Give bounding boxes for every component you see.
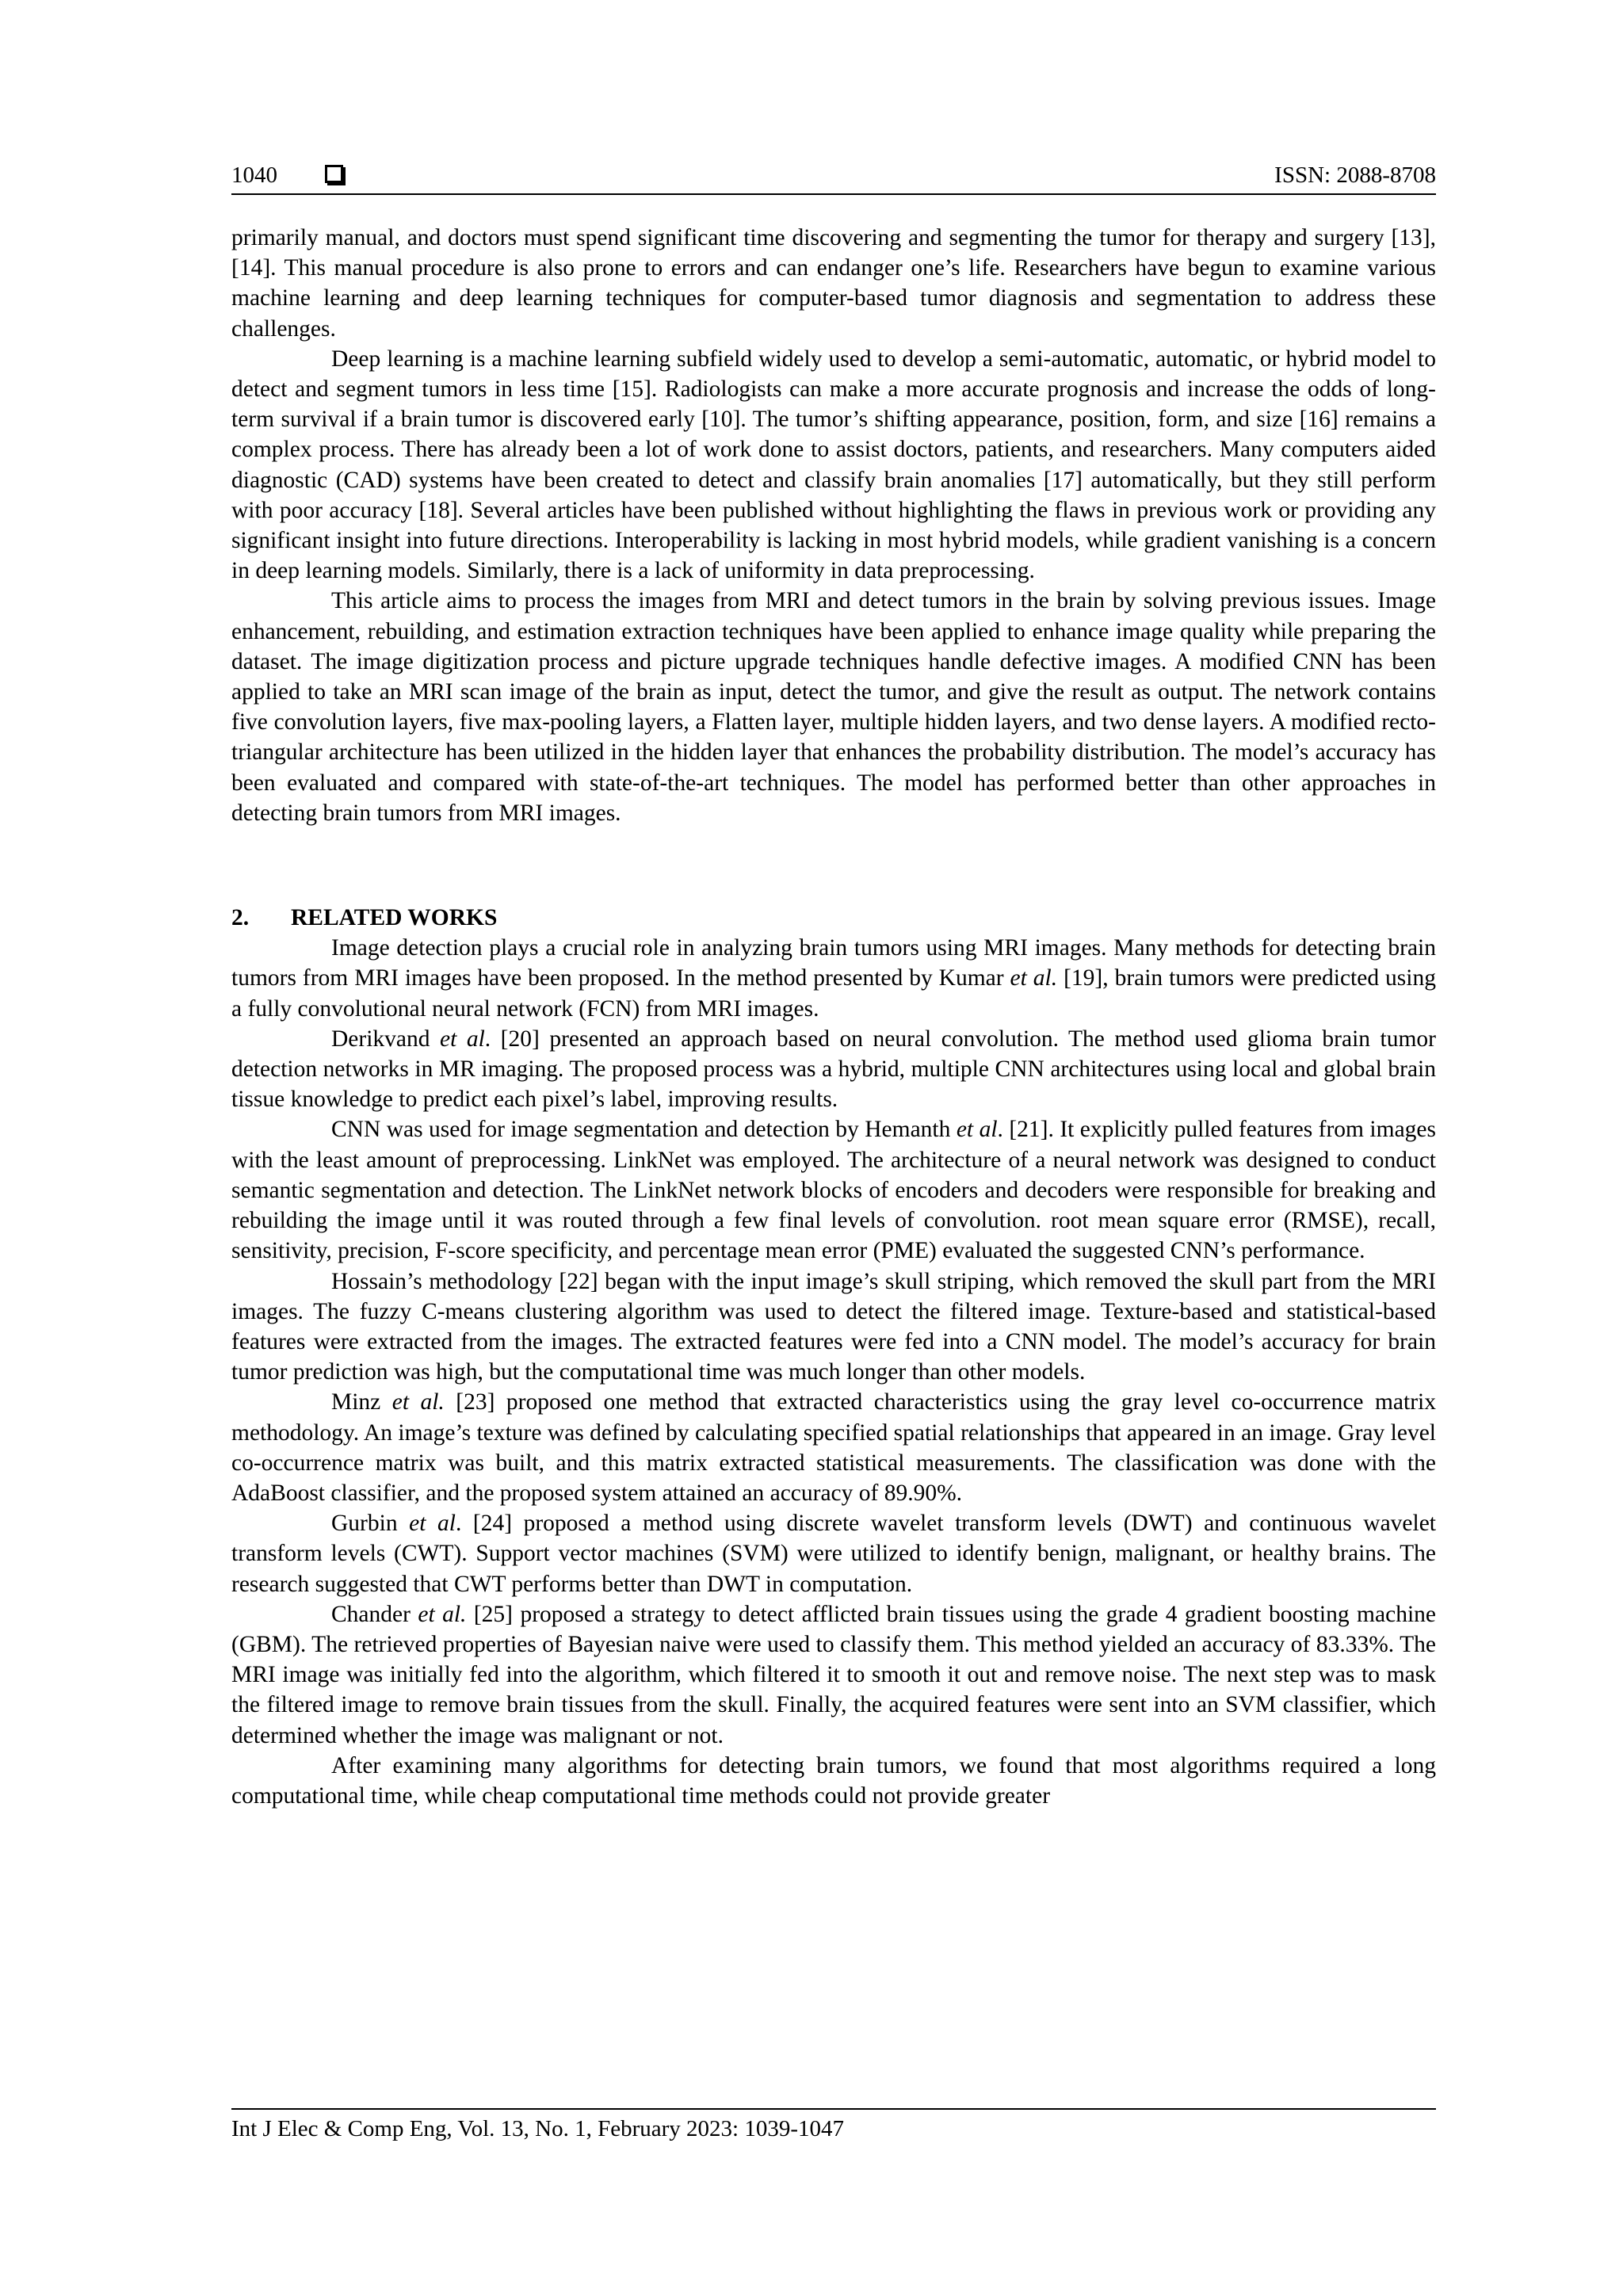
paragraph-article-aims: This article aims to process the images from MRI and detect tumors in the brain by solving previous issues. Image enhancement, rebuilding, and estimation extraction techniques have been applied to enhance image quality while preparing the dataset. The image digitization process and picture upgrade techniques handle defective images. A modified CNN has been applied to take an MRI scan image of the brain as input, detect the tumor, and give the result as output. The network contains five convolution layers, five max-pooling layers, a Flatten layer, multiple hidden layers, and two dense layers. A modified recto-triangular architecture has been utilized in the hidden layer that enhances the probability distribution. The model’s accuracy has been evaluated and compared with state-of-the-art techniques. The model has performed better than other approaches in detecting brain tumors from MRI images. [231, 588, 1436, 826]
paragraph-chander [231, 1599, 1436, 1751]
paragraph-deep-learning: Deep learning is a machine learning subfield widely used to develop a semi-automatic, automatic, or hybrid model to detect and segment tumors in less time [15]. Radiologists can make a more accurate prognosis and increase the odds of long-term survival if a brain tumor is discovered early [10]. The tumor’s shifting appearance, position, form, and size [16] remains a complex process. There has already been a lot of work done to assist doctors, patients, and researchers. Many computers aided diagnostic (CAD) systems have been created to detect and classify brain anomalies [17] automatically, but they still perform with poor accuracy [18]. Several articles have been published without highlighting the flaws in previous work or providing any significant insight into future directions. Interoperability is lacking in most hybrid models, while gradient vanishing is a concern in deep learning models. Similarly, there is a lack of uniformity in data preprocessing. [231, 346, 1436, 584]
paragraph-continued: primarily manual, and doctors must spend significant time discovering and segmenting the tumor for therapy and surgery [13], [14]. This manual procedure is also prone to errors and can endanger one’s life. Researchers have begun to examine various machine learning and deep learning techniques for computer-based tumor diagnosis and segmentation to address these challenges. [231, 225, 1436, 342]
journal-citation: Int J Elec & Comp Eng, Vol. 13, No. 1, February 2023: 1039-1047 [231, 2116, 845, 2141]
et-al: et al [440, 1026, 485, 1052]
running-header [231, 159, 1436, 192]
et-al: et al. [418, 1601, 467, 1627]
text-run: . [21]. It explicitly pulled features from images with the least amount of preprocessing. LinkNet was employed. The architecture of a neural network was designed to conduct semantic segmentation and detection. The LinkNet network blocks of encoders and decoders were responsible for breaking and rebuilding the image until it was routed through a few final levels of convolution. root mean square error (RMSE), recall, sensitivity, precision, F-score specificity, and percentage mean error (PME) evaluated the suggested CNN’s performance. [231, 1117, 1436, 1264]
text-run: . [24] proposed a method using discrete wavelet transform levels (DWT) and continuous wavelet transform levels (CWT). Support vector machines (SVM) were utilized to identify benign, malignant, or healthy brains. The research suggested that CWT performs better than DWT in computation. [231, 1511, 1436, 1597]
text-run: . [20] presented an approach based on neural convolution. The method used glioma brain tumor detection networks in MR imaging. The proposed process was a hybrid, multiple CNN architectures using local and global brain tissue knowledge to predict each pixel’s label, improving results. [231, 1026, 1436, 1113]
section-number: 2. [231, 905, 250, 931]
text-run: Minz [331, 1389, 392, 1415]
paragraph-gurbin [231, 1508, 1436, 1599]
paragraph-derikvand [231, 1024, 1436, 1115]
text-run: Chander [331, 1601, 418, 1627]
et-al: et al. [1010, 965, 1058, 991]
section-gap [231, 828, 1436, 903]
article-body [231, 223, 1436, 1811]
text-run: Derikvand [331, 1026, 441, 1052]
issn: ISSN: 2088-8708 [1274, 162, 1436, 188]
et-al: et al [956, 1117, 998, 1143]
text-run: [19], brain tumors were predicted using a fully convolutional neural network (FCN) from MRI images. [231, 965, 1436, 1022]
text-run: Image detection plays a crucial role in analyzing brain tumors using MRI images. Many methods for detecting brain tumors from MRI images have been proposed. In the method presented by Kumar [231, 935, 1436, 991]
text-run: Gurbin [331, 1511, 410, 1537]
square-bullet-icon [325, 165, 343, 183]
paragraph-hemanth [231, 1114, 1436, 1266]
header-rule [231, 193, 1436, 195]
et-al: et al. [391, 1389, 445, 1415]
page-number: 1040 [231, 162, 277, 188]
paragraph-minz [231, 1387, 1436, 1508]
text-run: [25] proposed a strategy to detect afflicted brain tissues using the grade 4 gradient boosting machine (GBM). The retrieved properties of Bayesian naive were used to classify them. This method yielded an accuracy of 83.33%. The MRI image was initially fed into the algorithm, which filtered it to smooth it out and remove noise. The next step was to mask the filtered image to remove brain tissues from the skull. Finally, the acquired features were sent into an SVM classifier, which determined whether the image was malignant or not. [231, 1601, 1436, 1748]
section-title: RELATED WORKS [291, 905, 498, 931]
section-heading [231, 903, 1436, 933]
paragraph-hossain: Hossain’s methodology [22] began with the input image’s skull striping, which removed the skull part from the MRI images. The fuzzy C-means clustering algorithm was used to detect the filtered image. Texture-based and statistical-based features were extracted from the images. The extracted features were fed into a CNN model. The model’s accuracy for brain tumor prediction was high, but the computational time was much longer than other models. [231, 1268, 1436, 1385]
paragraph-kumar [231, 933, 1436, 1024]
paragraph-after-examining: After examining many algorithms for detecting brain tumors, we found that most algorithms required a long computational time, while cheap computational time methods could not provide greater [231, 1752, 1436, 1809]
et-al: et al [409, 1511, 456, 1537]
footer-rule [231, 2108, 1436, 2110]
text-run: CNN was used for image segmentation and detection by Hemanth [331, 1117, 957, 1143]
text-run: [23] proposed one method that extracted characteristics using the gray level co-occurrence matrix methodology. An image’s texture was defined by calculating specified spatial relationships that appeared in an image. Gray level co-occurrence matrix was built, and this matrix extracted statistical measurements. The classification was done with the AdaBoost classifier, and the proposed system attained an accuracy of 89.90%. [231, 1389, 1436, 1506]
